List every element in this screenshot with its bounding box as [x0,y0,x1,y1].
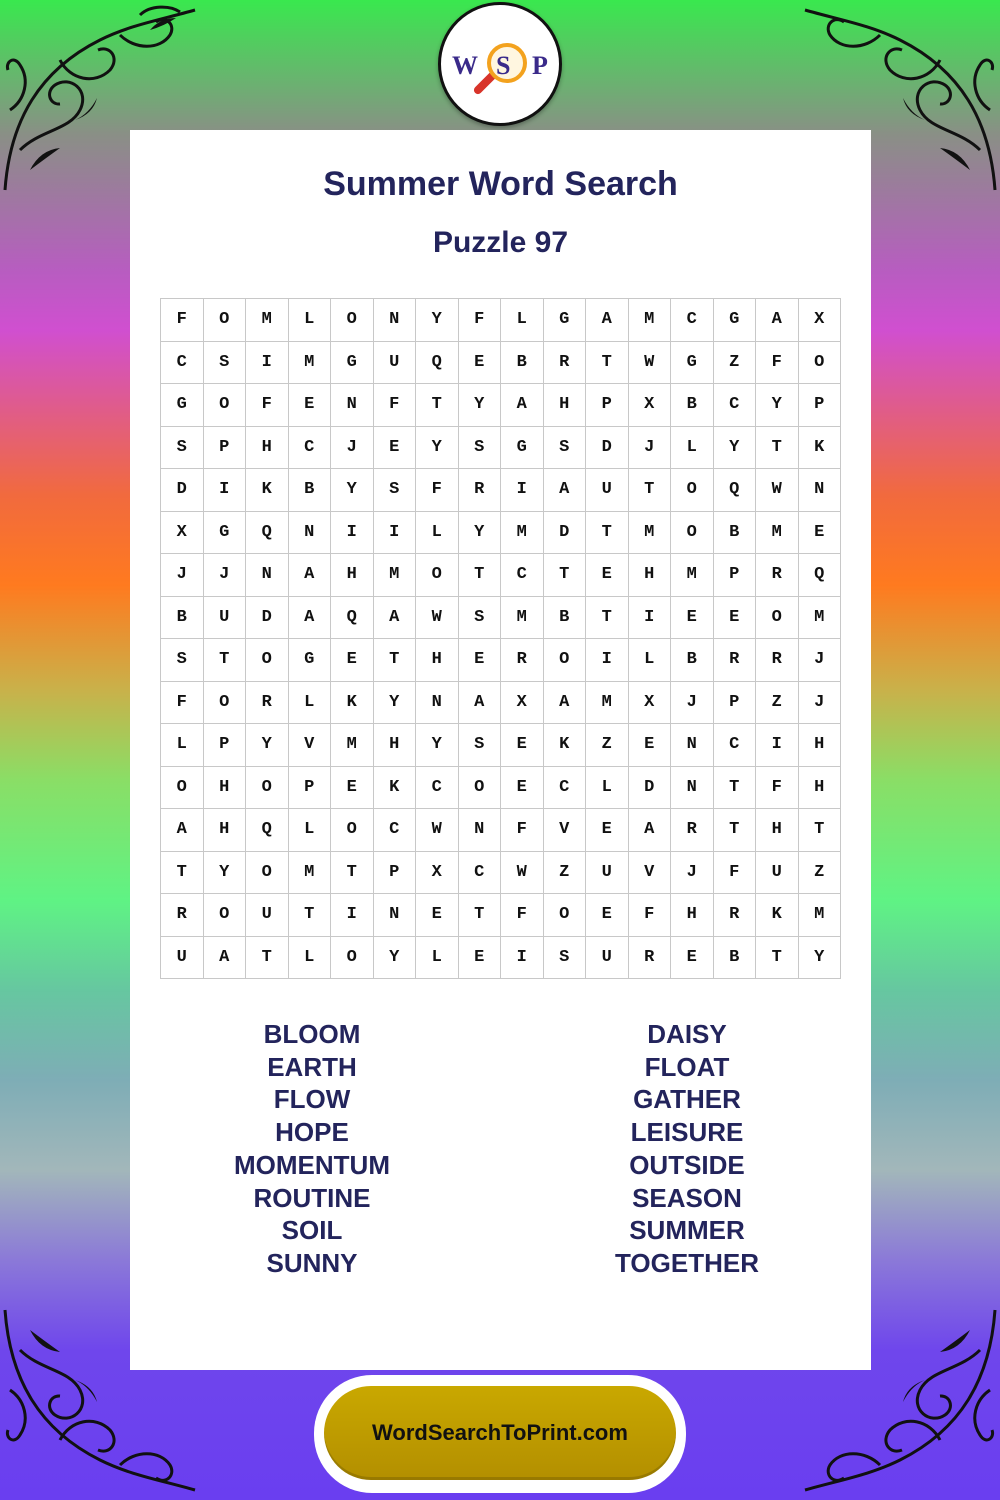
word-list-item: SOIL [281,1215,343,1246]
word-list-item: HOPE [275,1117,349,1148]
word-list-item: LEISURE [630,1117,744,1148]
grid-cell[interactable]: S [459,427,502,470]
grid-cell[interactable]: E [459,342,502,385]
grid-cell[interactable]: X [799,299,842,342]
grid-cell[interactable]: Y [799,937,842,980]
grid-cell[interactable]: C [161,342,204,385]
grid-cell[interactable]: O [246,767,289,810]
grid-cell[interactable]: P [714,682,757,725]
grid-cell[interactable]: C [671,299,714,342]
word-list-item: DAISY [647,1019,727,1049]
grid-cell[interactable]: M [756,512,799,555]
grid-cell[interactable]: G [204,512,247,555]
grid-cell[interactable]: E [331,639,374,682]
grid-cell[interactable]: P [204,724,247,767]
grid-cell[interactable]: Y [374,682,417,725]
grid-cell[interactable]: F [629,894,672,937]
grid-cell[interactable]: R [161,894,204,937]
grid-cell[interactable]: P [799,384,842,427]
grid-cell[interactable]: J [161,554,204,597]
grid-cell[interactable]: R [671,809,714,852]
puzzle-number: Puzzle 97 [432,226,569,259]
grid-cell[interactable]: Y [756,384,799,427]
grid-cell[interactable]: S [544,937,587,980]
grid-cell[interactable]: E [586,894,629,937]
grid-cell[interactable]: M [629,512,672,555]
grid-cell[interactable]: T [756,937,799,980]
site-logo[interactable] [438,2,562,126]
grid-cell[interactable]: I [246,342,289,385]
grid-cell[interactable]: C [416,767,459,810]
grid-cell[interactable]: H [799,724,842,767]
grid-cell[interactable]: L [501,299,544,342]
grid-cell[interactable]: Z [544,852,587,895]
puzzle-card [130,130,871,1370]
grid-cell[interactable]: P [586,384,629,427]
grid-cell[interactable]: E [459,937,502,980]
grid-cell[interactable]: W [756,469,799,512]
grid-cell[interactable]: M [799,597,842,640]
word-list-item: FLOAT [644,1051,730,1082]
grid-cell[interactable]: L [289,682,332,725]
grid-cell[interactable]: L [416,937,459,980]
website-link[interactable]: WordSearchToPrint.com [324,1386,676,1480]
grid-cell[interactable]: O [246,639,289,682]
grid-cell[interactable]: T [459,894,502,937]
grid-cell[interactable]: Q [799,554,842,597]
grid-cell[interactable]: T [331,852,374,895]
grid-cell[interactable]: D [544,512,587,555]
grid-cell[interactable]: V [629,852,672,895]
grid-cell[interactable]: W [501,852,544,895]
grid-cell[interactable]: T [586,597,629,640]
grid-cell[interactable]: E [331,767,374,810]
grid-cell[interactable]: M [586,682,629,725]
grid-cell[interactable]: U [161,937,204,980]
grid-cell[interactable]: O [416,554,459,597]
grid-cell[interactable]: G [331,342,374,385]
grid-cell[interactable]: B [714,937,757,980]
grid-cell[interactable]: K [246,469,289,512]
word-list-item: EARTH [267,1051,357,1082]
grid-cell[interactable]: U [204,597,247,640]
grid-cell[interactable]: E [501,724,544,767]
grid-cell[interactable]: S [161,639,204,682]
grid-cell[interactable]: R [714,894,757,937]
grid-cell[interactable]: Y [459,512,502,555]
word-list-item: MOMENTUM [234,1149,390,1180]
grid-cell[interactable]: R [629,937,672,980]
grid-cell[interactable]: C [714,724,757,767]
grid-cell[interactable]: T [714,809,757,852]
grid-cell[interactable]: T [586,342,629,385]
grid-cell[interactable]: G [501,427,544,470]
grid-cell[interactable]: I [331,894,374,937]
logo-letter-p: P [532,51,548,80]
grid-cell[interactable]: O [756,597,799,640]
word-list-item: GATHER [633,1084,741,1115]
grid-cell[interactable]: H [374,724,417,767]
grid-cell[interactable]: O [204,384,247,427]
grid-cell[interactable]: M [799,894,842,937]
grid-cell[interactable]: X [416,852,459,895]
grid-cell[interactable]: Q [416,342,459,385]
grid-cell[interactable]: C [544,767,587,810]
grid-cell[interactable]: I [501,937,544,980]
grid-cell[interactable]: N [246,554,289,597]
page-title: Summer Word Search [323,165,678,203]
word-list-item: TOGETHER [615,1247,759,1278]
letter-grid[interactable] [160,298,841,979]
grid-cell[interactable]: B [289,469,332,512]
grid-cell[interactable]: H [629,554,672,597]
grid-cell[interactable]: E [501,767,544,810]
word-list-item: BLOOM [263,1019,361,1049]
grid-cell[interactable]: N [374,894,417,937]
grid-cell[interactable]: D [629,767,672,810]
grid-cell[interactable]: A [544,469,587,512]
grid-cell[interactable]: O [544,639,587,682]
grid-cell[interactable]: N [331,384,374,427]
grid-cell[interactable]: X [501,682,544,725]
grid-cell[interactable]: O [459,767,502,810]
grid-cell[interactable]: O [331,809,374,852]
grid-cell[interactable]: E [459,639,502,682]
grid-cell[interactable]: V [544,809,587,852]
grid-cell[interactable]: T [586,512,629,555]
grid-cell[interactable]: I [586,639,629,682]
grid-cell[interactable]: G [671,342,714,385]
grid-cell[interactable]: P [374,852,417,895]
grid-cell[interactable]: I [501,469,544,512]
grid-cell[interactable]: C [501,554,544,597]
grid-cell[interactable]: T [714,767,757,810]
grid-cell[interactable]: R [714,639,757,682]
grid-cell[interactable]: W [416,809,459,852]
grid-cell[interactable]: G [714,299,757,342]
grid-cell[interactable]: T [204,639,247,682]
grid-cell[interactable]: Q [331,597,374,640]
grid-cell[interactable]: I [204,469,247,512]
grid-cell[interactable]: A [586,299,629,342]
grid-cell[interactable]: P [204,427,247,470]
grid-cell[interactable]: J [204,554,247,597]
grid-cell[interactable]: Y [374,937,417,980]
grid-cell[interactable]: C [374,809,417,852]
grid-cell[interactable]: B [161,597,204,640]
grid-cell[interactable]: O [204,299,247,342]
grid-cell[interactable]: N [671,724,714,767]
grid-cell[interactable]: F [459,299,502,342]
grid-cell[interactable]: F [416,469,459,512]
grid-cell[interactable]: K [374,767,417,810]
grid-cell[interactable]: D [586,427,629,470]
grid-cell[interactable]: Q [246,809,289,852]
grid-cell[interactable]: Q [246,512,289,555]
grid-cell[interactable]: O [246,852,289,895]
grid-cell[interactable]: O [671,512,714,555]
grid-cell[interactable]: R [544,342,587,385]
grid-cell[interactable]: P [714,554,757,597]
grid-cell[interactable]: V [289,724,332,767]
grid-cell[interactable]: O [671,469,714,512]
grid-cell[interactable]: G [289,639,332,682]
grid-cell[interactable]: O [799,342,842,385]
grid-cell[interactable]: R [756,554,799,597]
grid-cell[interactable]: U [756,852,799,895]
grid-cell[interactable]: I [629,597,672,640]
grid-cell[interactable]: R [246,682,289,725]
grid-cell[interactable]: H [204,809,247,852]
word-list-right [587,1018,787,1280]
grid-cell[interactable]: K [756,894,799,937]
grid-cell[interactable]: N [671,767,714,810]
grid-cell[interactable]: E [671,597,714,640]
grid-cell[interactable]: M [671,554,714,597]
grid-cell[interactable]: M [501,597,544,640]
grid-cell[interactable]: O [331,937,374,980]
grid-cell[interactable]: T [246,937,289,980]
grid-cell[interactable]: E [671,937,714,980]
grid-cell[interactable]: O [204,682,247,725]
grid-cell[interactable]: H [671,894,714,937]
grid-cell[interactable]: E [714,597,757,640]
grid-cell[interactable]: M [289,342,332,385]
grid-cell[interactable]: K [331,682,374,725]
logo-letter-s: S [496,51,511,80]
grid-cell[interactable]: A [629,809,672,852]
grid-cell[interactable]: Z [714,342,757,385]
word-list-item: SEASON [632,1182,742,1213]
grid-cell[interactable]: A [756,299,799,342]
grid-cell[interactable]: B [671,384,714,427]
grid-cell[interactable]: E [416,894,459,937]
grid-cell[interactable]: F [501,809,544,852]
word-list-item: SUMMER [629,1215,745,1246]
grid-cell[interactable]: J [671,852,714,895]
grid-cell[interactable]: U [246,894,289,937]
grid-cell[interactable]: W [629,342,672,385]
grid-cell[interactable]: Q [714,469,757,512]
grid-cell[interactable]: M [246,299,289,342]
grid-cell[interactable]: T [799,809,842,852]
grid-cell[interactable]: Y [459,384,502,427]
word-list-item: OUTSIDE [629,1149,745,1180]
grid-cell[interactable]: F [756,342,799,385]
grid-cell[interactable]: A [459,682,502,725]
grid-cell[interactable]: Y [331,469,374,512]
grid-cell[interactable]: O [331,299,374,342]
grid-cell[interactable]: I [374,512,417,555]
grid-cell[interactable]: M [374,554,417,597]
grid-cell[interactable]: R [501,639,544,682]
grid-cell[interactable]: O [161,767,204,810]
grid-cell[interactable]: F [374,384,417,427]
grid-cell[interactable]: T [629,469,672,512]
grid-cell[interactable]: T [161,852,204,895]
grid-cell[interactable]: F [161,299,204,342]
grid-cell[interactable]: B [544,597,587,640]
grid-cell[interactable]: F [756,767,799,810]
grid-cell[interactable]: G [544,299,587,342]
grid-cell[interactable]: S [161,427,204,470]
grid-cell[interactable]: T [374,639,417,682]
grid-cell[interactable]: A [501,384,544,427]
grid-cell[interactable]: L [289,937,332,980]
footer-banner [314,1375,686,1493]
grid-cell[interactable]: Y [714,427,757,470]
grid-cell[interactable]: D [246,597,289,640]
grid-cell[interactable]: N [289,512,332,555]
grid-cell[interactable]: L [671,427,714,470]
grid-cell[interactable]: E [799,512,842,555]
grid-cell[interactable]: J [799,639,842,682]
grid-cell[interactable]: F [501,894,544,937]
grid-cell[interactable]: K [799,427,842,470]
grid-cell[interactable]: Z [586,724,629,767]
grid-cell[interactable]: U [586,469,629,512]
grid-cell[interactable]: C [289,427,332,470]
grid-cell[interactable]: H [544,384,587,427]
grid-cell[interactable]: H [204,767,247,810]
grid-cell[interactable]: N [799,469,842,512]
grid-cell[interactable]: N [416,682,459,725]
grid-cell[interactable]: M [289,852,332,895]
grid-cell[interactable]: X [161,512,204,555]
grid-cell[interactable]: Y [416,427,459,470]
grid-cell[interactable]: T [289,894,332,937]
grid-cell[interactable]: T [756,427,799,470]
grid-cell[interactable]: C [459,852,502,895]
grid-cell[interactable]: L [586,767,629,810]
grid-cell[interactable]: L [289,809,332,852]
grid-cell[interactable]: S [204,342,247,385]
grid-cell[interactable]: F [161,682,204,725]
grid-cell[interactable]: M [629,299,672,342]
grid-cell[interactable]: Z [756,682,799,725]
grid-cell[interactable]: J [671,682,714,725]
grid-cell[interactable]: U [586,852,629,895]
word-list-left [212,1018,412,1280]
grid-cell[interactable]: A [289,597,332,640]
word-list-item: ROUTINE [253,1182,371,1213]
grid-cell[interactable]: A [161,809,204,852]
grid-cell[interactable]: F [714,852,757,895]
grid-cell[interactable]: Y [416,299,459,342]
grid-cell[interactable]: O [204,894,247,937]
grid-cell[interactable]: M [331,724,374,767]
grid-cell[interactable]: J [331,427,374,470]
grid-cell[interactable]: E [586,809,629,852]
grid-cell[interactable]: A [544,682,587,725]
grid-cell[interactable]: B [671,639,714,682]
grid-cell[interactable]: Y [416,724,459,767]
grid-cell[interactable]: L [161,724,204,767]
grid-cell[interactable]: E [586,554,629,597]
grid-cell[interactable]: A [204,937,247,980]
grid-cell[interactable]: F [246,384,289,427]
grid-cell[interactable]: M [501,512,544,555]
grid-cell[interactable]: K [544,724,587,767]
grid-cell[interactable]: E [374,427,417,470]
grid-cell[interactable]: T [416,384,459,427]
grid-cell[interactable]: Y [246,724,289,767]
grid-cell[interactable]: I [756,724,799,767]
grid-cell[interactable]: N [374,299,417,342]
grid-cell[interactable]: J [799,682,842,725]
grid-cell[interactable]: T [544,554,587,597]
grid-cell[interactable]: J [629,427,672,470]
grid-cell[interactable]: D [161,469,204,512]
grid-cell[interactable]: C [714,384,757,427]
grid-cell[interactable]: L [629,639,672,682]
grid-cell[interactable]: A [289,554,332,597]
grid-cell[interactable]: U [374,342,417,385]
grid-cell[interactable]: N [459,809,502,852]
grid-cell[interactable]: A [374,597,417,640]
grid-cell[interactable]: H [331,554,374,597]
grid-cell[interactable]: S [544,427,587,470]
grid-cell[interactable]: H [756,809,799,852]
grid-cell[interactable]: T [459,554,502,597]
grid-cell[interactable]: S [459,724,502,767]
grid-cell[interactable]: U [586,937,629,980]
grid-cell[interactable]: I [331,512,374,555]
grid-cell[interactable]: R [756,639,799,682]
grid-cell[interactable]: E [629,724,672,767]
grid-cell[interactable]: G [161,384,204,427]
grid-cell[interactable]: W [416,597,459,640]
logo-letter-w: W [452,51,478,80]
grid-cell[interactable]: H [246,427,289,470]
grid-cell[interactable]: L [289,299,332,342]
word-list-item: SUNNY [266,1247,358,1278]
grid-cell[interactable]: O [544,894,587,937]
grid-cell[interactable]: E [289,384,332,427]
grid-cell[interactable]: B [501,342,544,385]
grid-cell[interactable]: L [416,512,459,555]
grid-cell[interactable]: Z [799,852,842,895]
grid-cell[interactable]: X [629,384,672,427]
grid-cell[interactable]: P [289,767,332,810]
grid-cell[interactable]: Y [204,852,247,895]
grid-cell[interactable]: R [459,469,502,512]
grid-cell[interactable]: H [416,639,459,682]
grid-cell[interactable]: S [374,469,417,512]
grid-cell[interactable]: B [714,512,757,555]
grid-cell[interactable]: X [629,682,672,725]
grid-cell[interactable]: H [799,767,842,810]
word-list-item: FLOW [273,1084,351,1115]
grid-cell[interactable]: S [459,597,502,640]
